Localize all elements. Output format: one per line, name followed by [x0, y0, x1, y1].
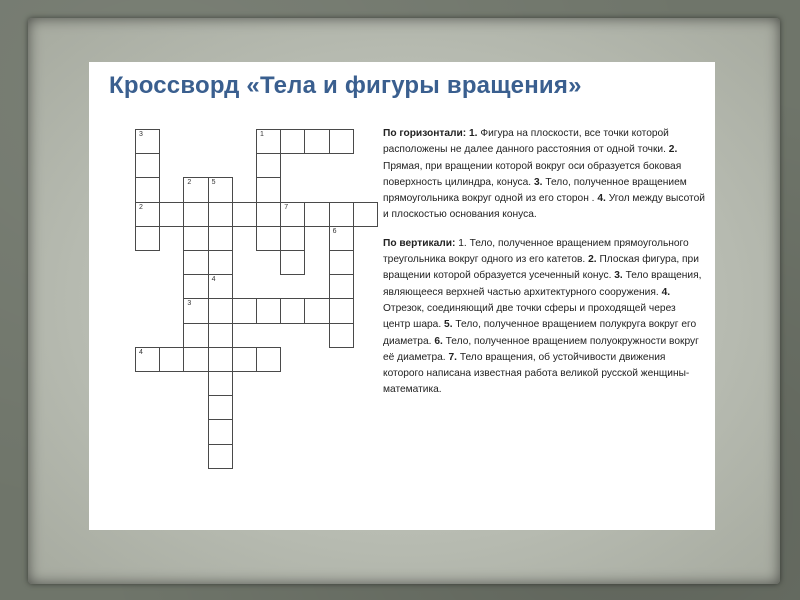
- crossword-cell[interactable]: [329, 298, 354, 323]
- crossword-cell[interactable]: [280, 202, 305, 227]
- clue-number: 2.: [668, 144, 678, 156]
- clue-number: 3.: [614, 270, 623, 282]
- crossword-cell[interactable]: [256, 177, 281, 202]
- crossword-cell[interactable]: [232, 347, 257, 372]
- crossword-cell[interactable]: [159, 347, 184, 372]
- crossword-cell[interactable]: [304, 129, 329, 154]
- clue-number: 2.: [588, 254, 597, 266]
- crossword-cell[interactable]: [232, 202, 257, 227]
- crossword-cell[interactable]: [135, 129, 160, 154]
- crossword-cell[interactable]: [208, 250, 233, 275]
- crossword-cell[interactable]: [208, 371, 233, 396]
- crossword-cell[interactable]: [208, 347, 233, 372]
- crossword-cell[interactable]: [304, 202, 329, 227]
- crossword-cell[interactable]: [256, 202, 281, 227]
- crossword-cell[interactable]: [280, 226, 305, 251]
- crossword-cell[interactable]: [256, 347, 281, 372]
- clue-number-label: 4: [139, 348, 143, 356]
- clue-number: 5.: [444, 319, 453, 331]
- crossword-cell[interactable]: [329, 129, 354, 154]
- crossword-cell[interactable]: [329, 274, 354, 299]
- crossword-cell[interactable]: [329, 250, 354, 275]
- crossword-cell[interactable]: [135, 202, 160, 227]
- clue-text: Тело вращения, являющееся верхней частью архитектурного сооружения.: [383, 270, 702, 298]
- clue-number: 1.: [469, 128, 478, 139]
- clue-text: Тело, полученное вращением прямоугольника вокруг одной из его сторон .: [383, 176, 687, 205]
- crossword-cell[interactable]: [208, 177, 233, 202]
- crossword-cell[interactable]: [208, 395, 233, 420]
- crossword-cell[interactable]: [280, 298, 305, 323]
- crossword-cell[interactable]: [183, 298, 208, 323]
- horizontal-clues: [383, 126, 705, 224]
- clue-number: 3.: [533, 176, 543, 188]
- clue-text: Угол между высотой и плоскостью основания конуса.: [383, 193, 705, 221]
- clue-number-label: 2: [187, 179, 192, 187]
- clue-text: Тело вращения, об устойчивости движения которого написана известная работа великой русской женщины-математика.: [383, 351, 690, 396]
- clue-number: 4.: [597, 193, 606, 205]
- crossword-cell[interactable]: [135, 177, 160, 202]
- clue-number-label: 2: [139, 203, 143, 211]
- vertical-heading: По вертикали:: [383, 237, 456, 249]
- clue-number: 6.: [434, 335, 443, 347]
- crossword-cell[interactable]: [329, 226, 354, 251]
- clue-text: Тело, полученное вращением полукруга вокруг его диаметра.: [383, 319, 697, 347]
- crossword-cell[interactable]: [256, 298, 281, 323]
- crossword-cell[interactable]: [183, 250, 208, 275]
- crossword-cell[interactable]: [183, 177, 208, 202]
- crossword-cell[interactable]: [183, 226, 208, 251]
- crossword-cell[interactable]: [329, 323, 354, 348]
- clue-text: Тело, полученное вращением прямоугольного треугольника вокруг одного из его катетов.: [383, 237, 689, 266]
- crossword-cell[interactable]: [304, 298, 329, 323]
- clue-text: Плоская фигура, при вращении которой образуется усеченный конус.: [383, 254, 699, 282]
- horizontal-heading: По горизонтали:: [383, 128, 467, 139]
- crossword-cell[interactable]: [280, 250, 305, 275]
- slide: [89, 62, 715, 530]
- crossword-cell[interactable]: [329, 202, 354, 227]
- crossword-cell[interactable]: [256, 226, 281, 251]
- crossword-cell[interactable]: [208, 419, 233, 444]
- crossword-cell[interactable]: [232, 298, 257, 323]
- crossword-cell[interactable]: [135, 226, 160, 251]
- crossword-cell[interactable]: [159, 202, 184, 227]
- clue-text: Фигура на плоскости, все точки которой расположены не далее данного расстояния от одной точки.: [383, 128, 669, 156]
- clue-number-label: 1: [260, 131, 264, 138]
- crossword-cell[interactable]: [183, 202, 208, 227]
- crossword-cell[interactable]: [256, 129, 281, 154]
- clue-number-label: 4: [211, 276, 216, 284]
- crossword-cell[interactable]: [353, 202, 378, 227]
- clue-number-label: 7: [284, 203, 289, 211]
- clue-number: 1.: [458, 237, 467, 249]
- crossword-cell[interactable]: [208, 323, 233, 348]
- clue-number-label: 5: [211, 179, 216, 187]
- vertical-clues: [383, 236, 705, 399]
- clue-text: Тело, полученное вращением полуокружности вокруг её диаметра.: [383, 335, 699, 363]
- crossword-cell[interactable]: [208, 444, 233, 469]
- clue-number-label: 3: [187, 300, 192, 308]
- clue-number: 7.: [448, 351, 457, 363]
- crossword-cell[interactable]: [135, 153, 160, 178]
- page-title: Кроссворд «Тела и фигуры вращения»: [109, 72, 582, 99]
- crossword-cell[interactable]: [183, 347, 208, 372]
- crossword-cell[interactable]: [135, 347, 160, 372]
- crossword-cell[interactable]: [280, 129, 305, 154]
- clue-number-label: 6: [332, 227, 337, 235]
- clue-text: Отрезок, соединяющий две точки сферы и проходящей через центр шара.: [383, 302, 676, 331]
- clues-panel: [383, 126, 705, 399]
- clue-number-label: 3: [139, 131, 143, 138]
- crossword-cell[interactable]: [208, 226, 233, 251]
- crossword-cell[interactable]: [208, 274, 233, 299]
- crossword-cell[interactable]: [256, 153, 281, 178]
- crossword-cell[interactable]: [208, 298, 233, 323]
- clue-number: 4.: [661, 286, 671, 298]
- crossword-cell[interactable]: [208, 202, 233, 227]
- crossword-cell[interactable]: [183, 274, 208, 299]
- clue-text: Прямая, при вращении которой вокруг оси образуется боковая поверхность цилиндра, конуса.: [383, 160, 682, 188]
- crossword-cell[interactable]: [183, 323, 208, 348]
